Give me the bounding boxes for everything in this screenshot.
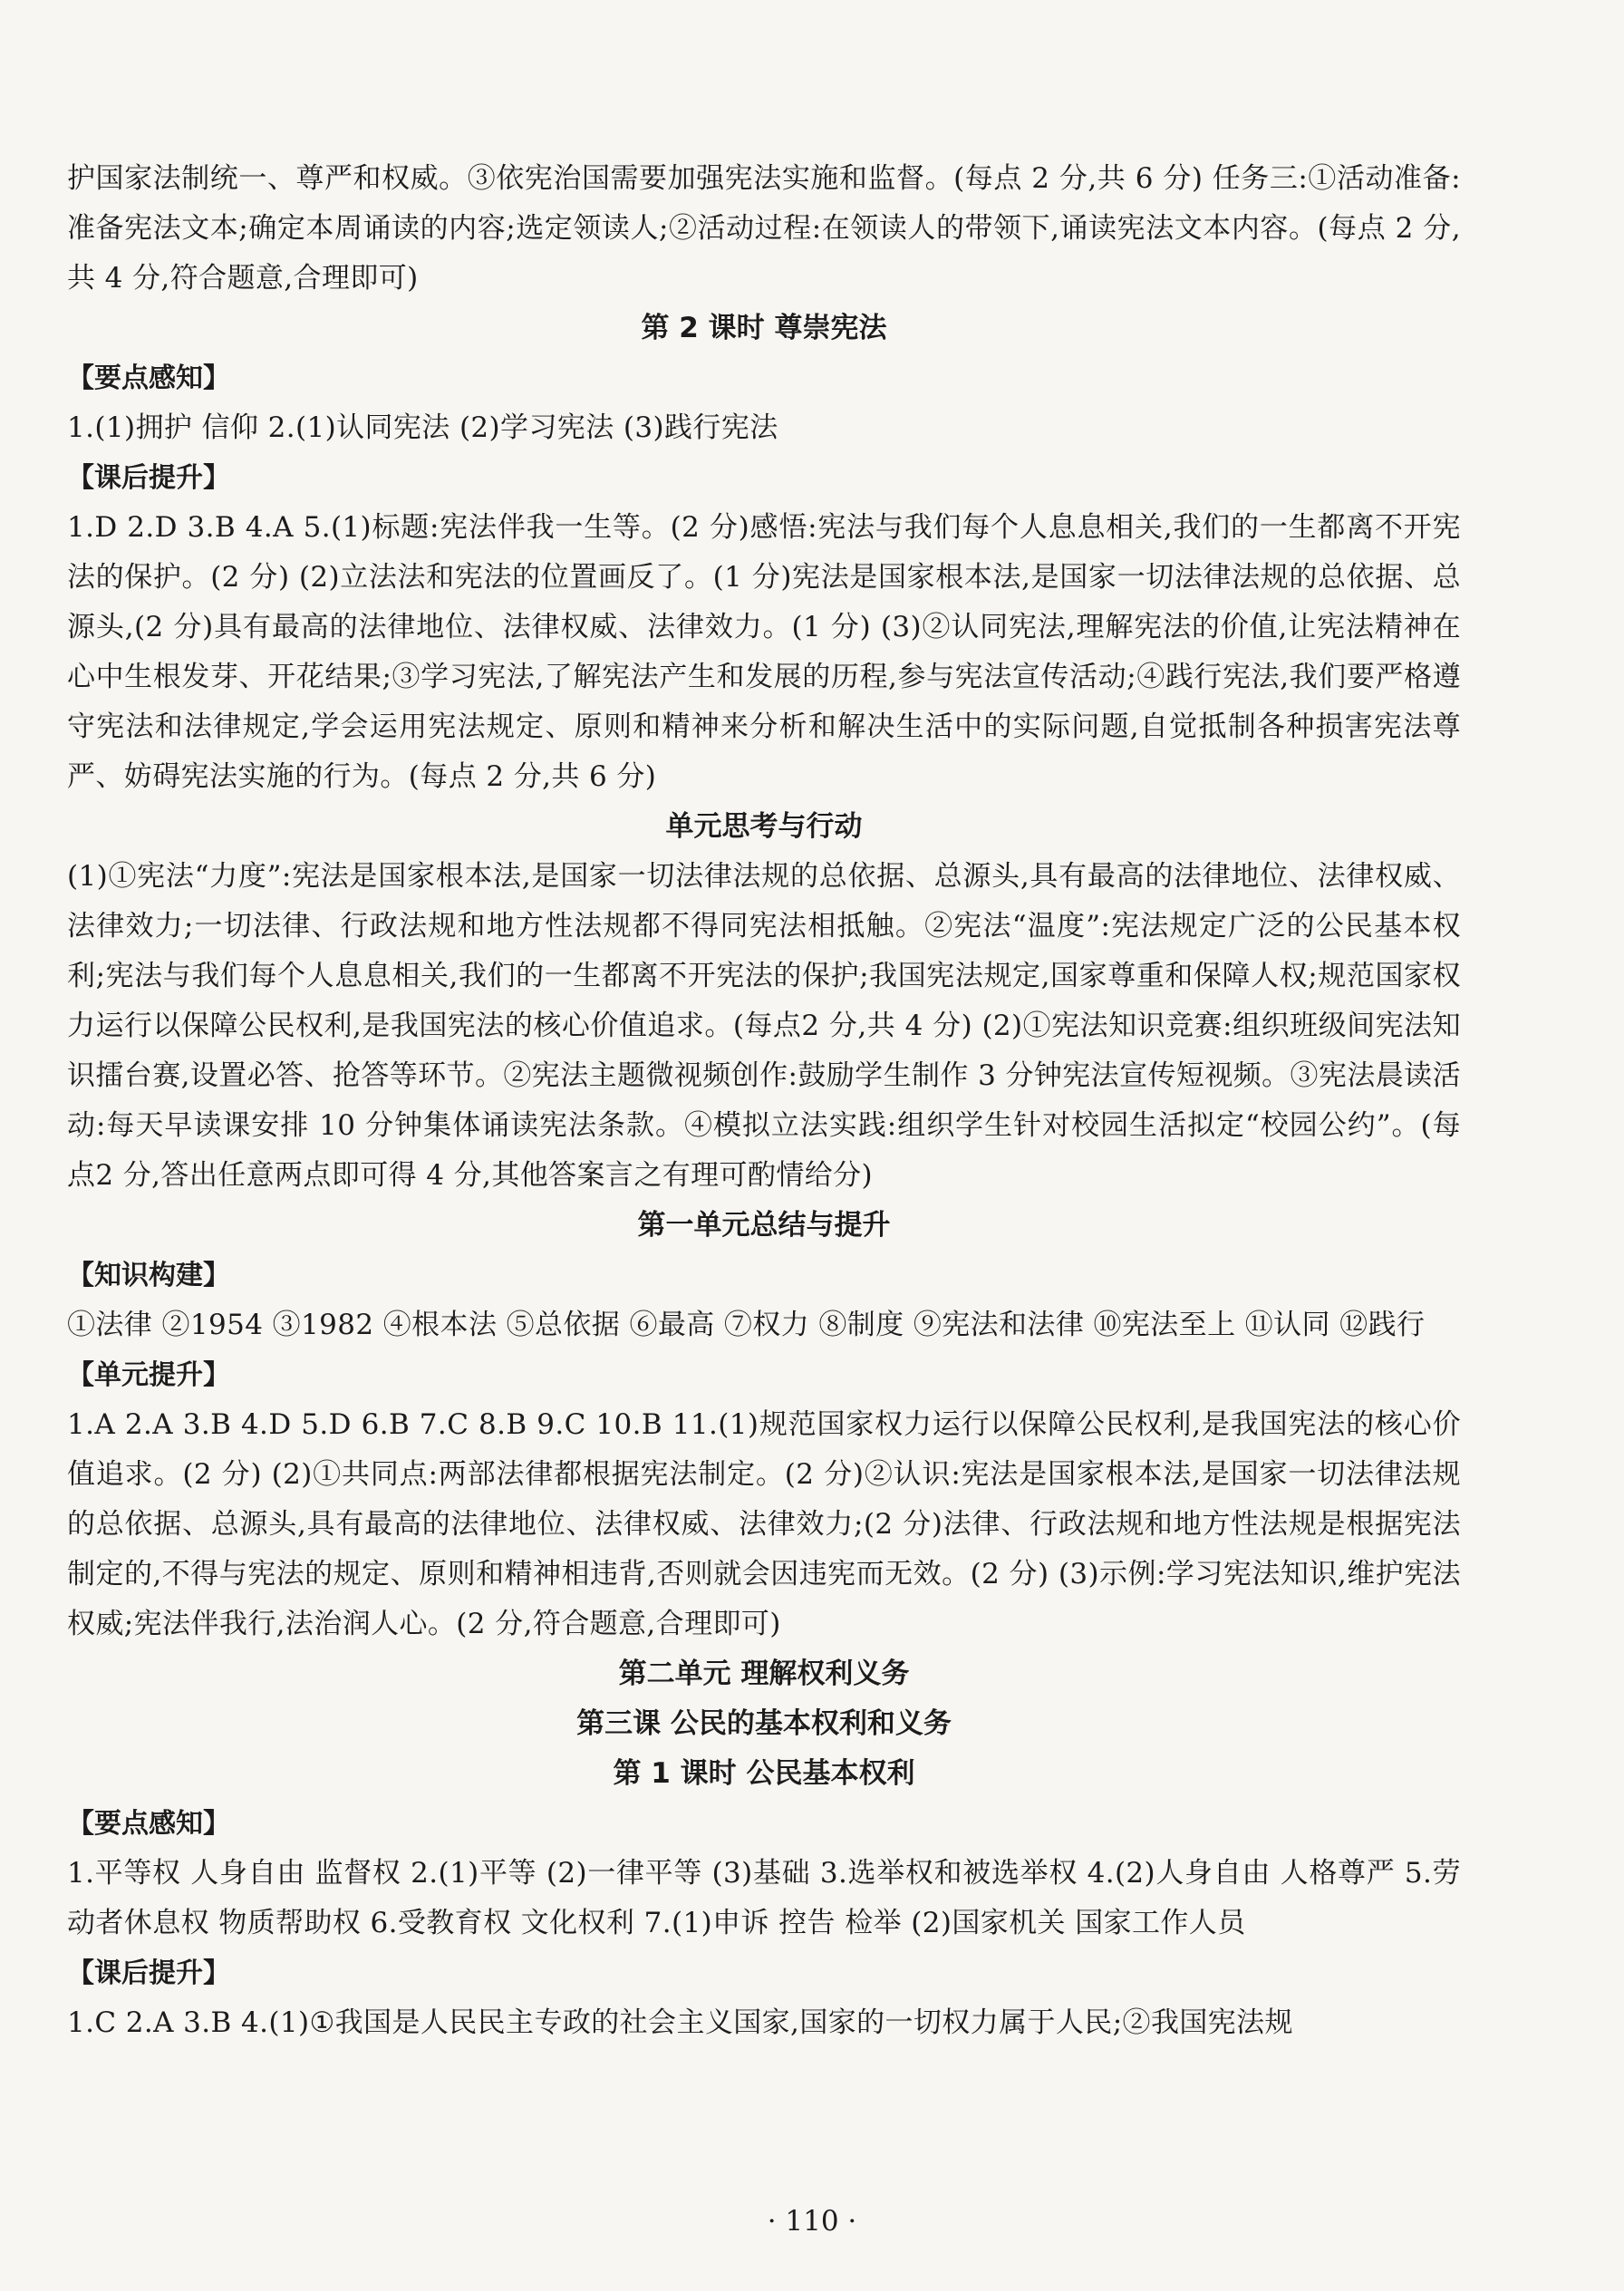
- page-number: · 110 ·: [767, 2205, 857, 2238]
- paragraph: 1.D 2.D 3.B 4.A 5.(1)标题:宪法伴我一生等。(2 分)感悟:宪法与我们每个人息息相关,我们的一生都离不开宪法的保护。(2 分) (2)立法法和宪法的位置画反了。(1 分)宪法是国家根本法,是国家一切法律法规的总依据、总源头,(2 分)具有最高的法律地位、法律权威、法律效力。(1 分) (3)②认同宪法,理解宪法的价值,让宪法精神在心中生根发芽、开花结果;③学习宪法,了解宪法产生和发展的历程,参与宪法宣传活动;④践行宪法,我们要严格遵守宪法和法律规定,学会运用宪法规定、原则和精神来分析和解决生活中的实际问题,自觉抵制各种损害宪法尊严、妨碍宪法实施的行为。(每点 2 分,共 6 分): [67, 511, 1461, 793]
- section-label: 【知识构建】: [67, 1260, 230, 1291]
- paragraph: 1.(1)拥护 信仰 2.(1)认同宪法 (2)学习宪法 (3)践行宪法: [67, 411, 778, 444]
- answer-page: [67, 154, 1461, 2048]
- section-heading: 第 2 课时 尊崇宪法: [641, 312, 887, 344]
- section-label: 【要点感知】: [67, 362, 230, 394]
- section-heading: 第 1 课时 公民基本权利: [613, 1757, 915, 1790]
- paragraph: ①法律 ②1954 ③1982 ④根本法 ⑤总依据 ⑥最高 ⑦权力 ⑧制度 ⑨宪法和法律 ⑩宪法至上 ⑪认同 ⑫践行: [67, 1309, 1426, 1341]
- section-label: 【要点感知】: [67, 1808, 230, 1840]
- paragraph: 护国家法制统一、尊严和权威。③依宪治国需要加强宪法实施和监督。(每点 2 分,共 6 分) 任务三:①活动准备:准备宪法文本;确定本周诵读的内容;选定领读人;②活动过程:在领读人的带领下,诵读宪法文本内容。(每点 2 分,共 4 分,符合题意,合理即可): [67, 162, 1461, 295]
- section-heading: 第一单元总结与提升: [637, 1209, 891, 1242]
- section-label: 【课后提升】: [67, 462, 230, 494]
- paragraph: 1.平等权 人身自由 监督权 2.(1)平等 (2)一律平等 (3)基础 3.选举权和被选举权 4.(2)人身自由 人格尊严 5.劳动者休息权 物质帮助权 6.受教育权 文化权利 7.(1)申诉 控告 检举 (2)国家机关 国家工作人员: [67, 1857, 1461, 1939]
- paragraph: 1.C 2.A 3.B 4.(1)①我国是人民民主专政的社会主义国家,国家的一切权力属于人民;②我国宪法规: [67, 2006, 1293, 2039]
- section-label: 【课后提升】: [67, 1958, 230, 1989]
- section-heading: 单元思考与行动: [665, 810, 863, 843]
- paragraph: (1)①宪法“力度”:宪法是国家根本法,是国家一切法律法规的总依据、总源头,具有最高的法律地位、法律权威、法律效力;一切法律、行政法规和地方性法规都不得同宪法相抵触。②宪法“温度”:宪法规定广泛的公民基本权利;宪法与我们每个人息息相关,我们的一生都离不开宪法的保护;我国宪法规定,国家尊重和保障人权;规范国家权力运行以保障公民权利,是我国宪法的核心价值追求。(每点2 分,共 4 分) (2)①宪法知识竞赛:组织班级间宪法知识擂台赛,设置必答、抢答等环节。②宪法主题微视频创作:鼓励学生制作 3 分钟宪法宣传短视频。③宪法晨读活动:每天早读课安排 10 分钟集体诵读宪法条款。④模拟立法实践:组织学生针对校园生活拟定“校园公约”。(每点2 分,答出任意两点即可得 4 分,其他答案言之有理可酌情给分): [67, 860, 1461, 1192]
- section-label: 【单元提升】: [67, 1359, 230, 1391]
- lesson-heading: 第三课 公民的基本权利和义务: [576, 1707, 952, 1740]
- paragraph: 1.A 2.A 3.B 4.D 5.D 6.B 7.C 8.B 9.C 10.B 11.(1)规范国家权力运行以保障公民权利,是我国宪法的核心价值追求。(2 分) (2)①共同点:两部法律都根据宪法制定。(2 分)②认识:宪法是国家根本法,是国家一切法律法规的总依据、总源头,具有最高的法律地位、法律权威、法律效力;(2 分)法律、行政法规和地方性法规是根据宪法制定的,不得与宪法的规定、原则和精神相违背,否则就会因违宪而无效。(2 分) (3)示例:学习宪法知识,维护宪法权威;宪法伴我行,法治润人心。(2 分,符合题意,合理即可): [67, 1408, 1461, 1640]
- unit-heading: 第二单元 理解权利义务: [618, 1658, 910, 1690]
